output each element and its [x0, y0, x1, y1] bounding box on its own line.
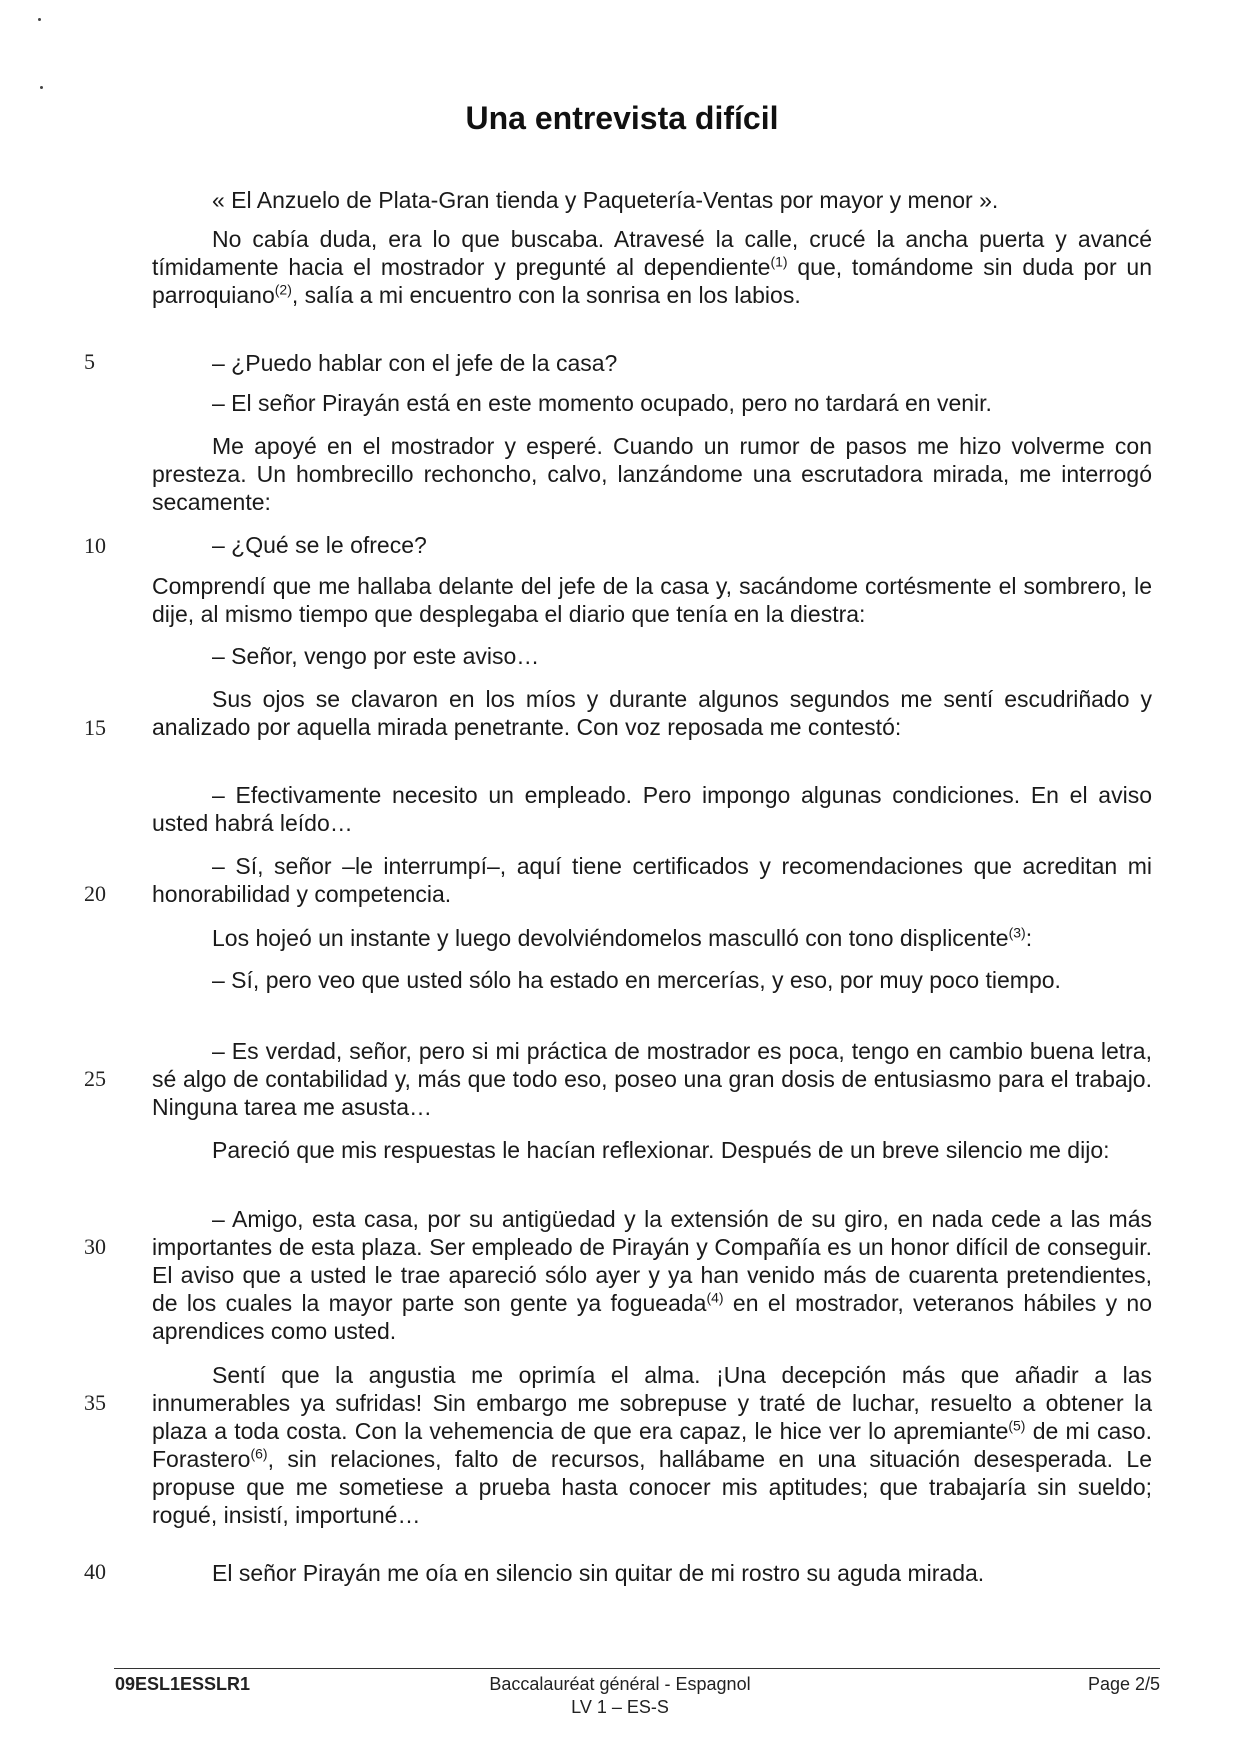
line-number: 15	[84, 715, 106, 740]
dialogue-line: – Señor, vengo por este aviso…	[212, 643, 540, 669]
paragraph-text: « El Anzuelo de Plata-Gran tienda y Paquetería-Ventas por mayor y menor ».	[212, 187, 999, 213]
paragraph	[152, 852, 1152, 908]
paragraph	[152, 1037, 1152, 1121]
paragraph	[152, 186, 1152, 214]
dialogue-line: – ¿Puedo hablar con el jefe de la casa?	[212, 350, 618, 376]
line-number: 30	[84, 1234, 106, 1259]
dialogue-line: – Es verdad, señor, pero si mi práctica de mostrador es poca, tengo en cambio buena letra, sé algo de contabilidad y, más que todo eso, poseo una gran dosis de entusiasmo para el trabajo. Ninguna tarea me asusta…	[152, 1038, 1152, 1120]
paragraph	[152, 572, 1152, 628]
paragraph	[152, 642, 1152, 670]
paragraph-text: Comprendí que me hallaba delante del jefe de la casa y, sacándome cortésmente el sombrero, le dije, al mismo tiempo que desplegaba el diario que tenía en la diestra:	[152, 573, 1152, 627]
exam-title: Baccalauréat général - Espagnol	[489, 1674, 751, 1694]
paragraph-text: Pareció que mis respuestas le hacían reflexionar. Después de un breve silencio me dijo:	[212, 1137, 1110, 1163]
footnote-ref: (3)	[1008, 924, 1026, 941]
dialogue-line: – Sí, señor –le interrumpí–, aquí tiene certificados y recomendaciones que acreditan mi honorabilidad y competencia.	[152, 853, 1152, 907]
paragraph-text: No cabía duda, era lo que buscaba. Atravesé la calle, crucé la ancha puerta y avancé tímidamente hacia el mostrador y pregunté al dependiente$^{(1)}$ que, tomándome sin duda por un parroquiano$^{(2)}$, salía a mi encuentro con la sonrisa en los labios.	[152, 226, 1152, 308]
dialogue-line: – ¿Qué se le ofrece?	[212, 532, 427, 558]
dialogue-line: – Sí, pero veo que usted sólo ha estado en mercerías, y eso, por muy poco tiempo.	[212, 967, 1061, 993]
paragraph	[152, 685, 1152, 741]
paragraph-text: Me apoyé en el mostrador y esperé. Cuando un rumor de pasos me hizo volverme con presteza. Un hombrecillo rechoncho, calvo, lanzándome una escrutadora mirada, me interrogó secamente:	[152, 433, 1152, 515]
paragraph	[152, 1361, 1152, 1529]
paragraph	[152, 781, 1152, 837]
paragraph	[152, 389, 1152, 417]
exam-code: 09ESL1ESSLR1	[115, 1674, 251, 1694]
scan-speck	[38, 18, 41, 21]
paragraph	[152, 1205, 1152, 1345]
line-number: 35	[84, 1390, 106, 1415]
page-number: Page 2/5	[1087, 1674, 1160, 1694]
footer-divider	[114, 1668, 1160, 1669]
footnote-ref: (6)	[250, 1445, 268, 1462]
footnote-ref: (4)	[706, 1289, 724, 1306]
paragraph	[152, 966, 1152, 994]
line-number: 25	[84, 1066, 106, 1091]
footnote-ref: (2)	[274, 281, 292, 298]
paragraph-text: Los hojeó un instante y luego devolviéndomelos masculló con tono displicente$^{(3)}$:	[212, 924, 1033, 951]
paragraph	[152, 1559, 1152, 1587]
paragraph	[152, 1136, 1152, 1164]
paragraph-text: El señor Pirayán me oía en silencio sin quitar de mi rostro su aguda mirada.	[212, 1560, 985, 1586]
paragraph	[152, 924, 1152, 952]
dialogue-line: – El señor Pirayán está en este momento ocupado, pero no tardará en venir.	[212, 390, 992, 416]
document-title: Una entrevista difícil	[465, 100, 779, 136]
paragraph-text: Sus ojos se clavaron en los míos y durante algunos segundos me sentí escudriñado y analizado por aquella mirada penetrante. Con voz reposada me contestó:	[152, 686, 1152, 740]
paragraph	[152, 349, 1152, 377]
dialogue-line: – Efectivamente necesito un empleado. Pero impongo algunas condiciones. En el aviso usted habrá leído…	[152, 782, 1152, 836]
line-number: 5	[84, 349, 95, 374]
footnote-ref: (5)	[1008, 1417, 1026, 1434]
scan-speck	[40, 86, 43, 89]
line-number: 20	[84, 881, 106, 906]
paragraph	[152, 531, 1152, 559]
line-number: 10	[84, 533, 106, 558]
paragraph-text: Sentí que la angustia me oprimía el alma. ¡Una decepción más que añadir a las innumerables ya sufridas! Sin embargo me sobrepuse y traté de luchar, resuelto a obtener la plaza a toda costa. Con la vehemencia de que era capaz, le hice ver lo apremiante$^{(5)}$ de mi caso. Forastero$^{(6)}$, sin relaciones, falto de recursos, hallábame en una situación desesperada. Le propuse que me sometiese a prueba hasta conocer mis aptitudes; que trabajaría sin sueldo; rogué, insistí, importuné…	[152, 1362, 1152, 1528]
exam-series: LV 1 – ES-S	[571, 1697, 669, 1717]
paragraph	[152, 432, 1152, 516]
line-number: 40	[84, 1559, 106, 1584]
footnote-ref: (1)	[770, 253, 788, 270]
paragraph	[152, 225, 1152, 309]
dialogue-line: – Amigo, esta casa, por su antigüedad y la extensión de su giro, en nada cede a las más importantes de esta plaza. Ser empleado de Pirayán y Compañía es un honor difícil de conseguir. El aviso que a usted le trae apareció sólo ayer y ya han venido más de cuarenta pretendientes, de los cuales la mayor parte son gente ya fogueada$^{(4)}$ en el mostrador, veteranos hábiles y no aprendices como usted.	[152, 1206, 1152, 1344]
